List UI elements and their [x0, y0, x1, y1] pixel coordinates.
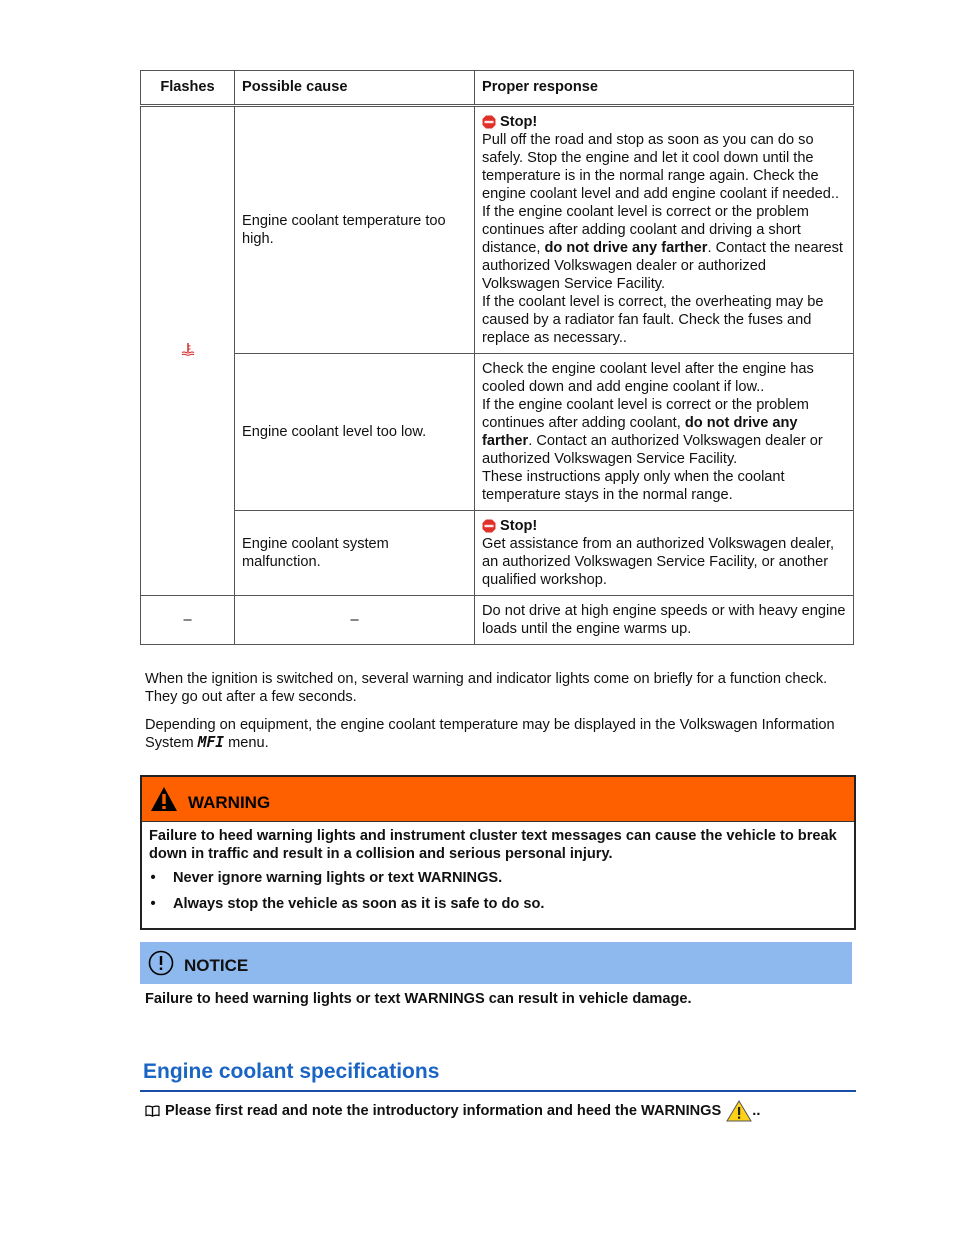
cause-cell: Engine coolant level too low.	[235, 354, 475, 511]
read-first-suffix: ..	[752, 1103, 761, 1119]
cause-cell: –	[235, 596, 475, 645]
flash-cell	[141, 106, 235, 596]
warning-list	[149, 869, 848, 913]
stop-icon	[482, 115, 496, 129]
response-cell	[475, 106, 854, 354]
body-paragraph: When the ignition is switched on, several warning and indicator lights come on briefly for a function check. They go out after a few seconds.	[145, 671, 828, 705]
flash-cell: –	[141, 596, 235, 645]
coolant-warning-table	[140, 70, 854, 645]
stop-label: Stop!	[500, 518, 538, 534]
table-row	[141, 354, 854, 511]
response-text: If the coolant level is correct, the overheating may be caused by a radiator fan fault. Check the fuses and replace as necessary..	[482, 294, 824, 346]
response-text: If the engine coolant level is correct or the problem continues after adding coolant and driving a short distance, do not drive any farther. Contact the nearest authorized Volkswagen dealer or authorized Volkswagen Service Facility.	[482, 204, 843, 292]
warning-triangle-icon	[150, 786, 178, 812]
list-item: • Never ignore warning lights or text WARNINGS.	[150, 870, 503, 886]
stop-label: Stop!	[500, 114, 538, 130]
response-cell: Do not drive at high engine speeds or with heavy engine loads until the engine warms up.	[475, 596, 854, 645]
stop-icon	[482, 519, 496, 533]
notice-title: NOTICE	[184, 956, 249, 975]
notice-header	[140, 942, 852, 984]
column-header-proper-response: Proper response	[475, 71, 854, 106]
warning-title: WARNING	[188, 793, 271, 812]
cause-cell: Engine coolant temperature too high.	[235, 106, 475, 354]
warning-body	[142, 822, 854, 928]
response-text: If the engine coolant level is correct or the problem continues after adding coolant, do not drive any farther. Contact an authorized Volkswagen dealer or authorized Volkswagen Service Facility.	[482, 397, 823, 467]
mfi-label: MFI	[197, 734, 225, 751]
response-text: Get assistance from an authorized Volkswagen dealer, an authorized Volkswagen Service Facility, or another qualified workshop.	[482, 536, 835, 588]
notice-text: Failure to heed warning lights or text WARNINGS can result in vehicle damage.	[145, 991, 692, 1007]
stop-heading	[482, 113, 846, 131]
table-row	[141, 511, 854, 596]
section-title: Engine coolant specifications	[140, 1060, 856, 1092]
warning-triangle-icon	[726, 1100, 752, 1122]
exclamation-circle-icon	[148, 950, 174, 976]
cause-cell: Engine coolant system malfunction.	[235, 511, 475, 596]
open-book-icon	[145, 1105, 160, 1117]
response-cell	[475, 354, 854, 511]
read-first-text: Please first read and note the introductory information and heed the WARNINGS	[165, 1103, 722, 1119]
column-header-flashes: Flashes	[141, 71, 235, 106]
warning-header	[142, 777, 854, 822]
response-text: These instructions apply only when the coolant temperature stays in the normal range.	[482, 469, 785, 503]
warning-text: Failure to heed warning lights and instrument cluster text messages can cause the vehicle to break down in traffic and result in a collision and serious personal injury.	[149, 828, 837, 862]
list-item: • Always stop the vehicle as soon as it is safe to do so.	[150, 896, 545, 912]
response-text: Pull off the road and stop as soon as you can do so safely. Stop the engine and let it cool down until the temperature is in the normal range again. Check the engine coolant level and add engine coolant if needed..	[482, 132, 840, 202]
column-header-possible-cause: Possible cause	[235, 71, 475, 106]
warning-box	[140, 775, 856, 930]
response-cell	[475, 511, 854, 596]
table-header-row	[141, 71, 854, 106]
stop-heading	[482, 517, 846, 535]
table-row	[141, 596, 854, 645]
body-paragraph: Depending on equipment, the engine coolant temperature may be displayed in the Volkswagen Information System MFI menu.	[145, 717, 835, 751]
response-text: Check the engine coolant level after the engine has cooled down and add engine coolant if low..	[482, 361, 814, 395]
coolant-thermometer-icon	[181, 342, 195, 356]
read-first-line	[145, 1100, 760, 1122]
table-row	[141, 106, 854, 354]
